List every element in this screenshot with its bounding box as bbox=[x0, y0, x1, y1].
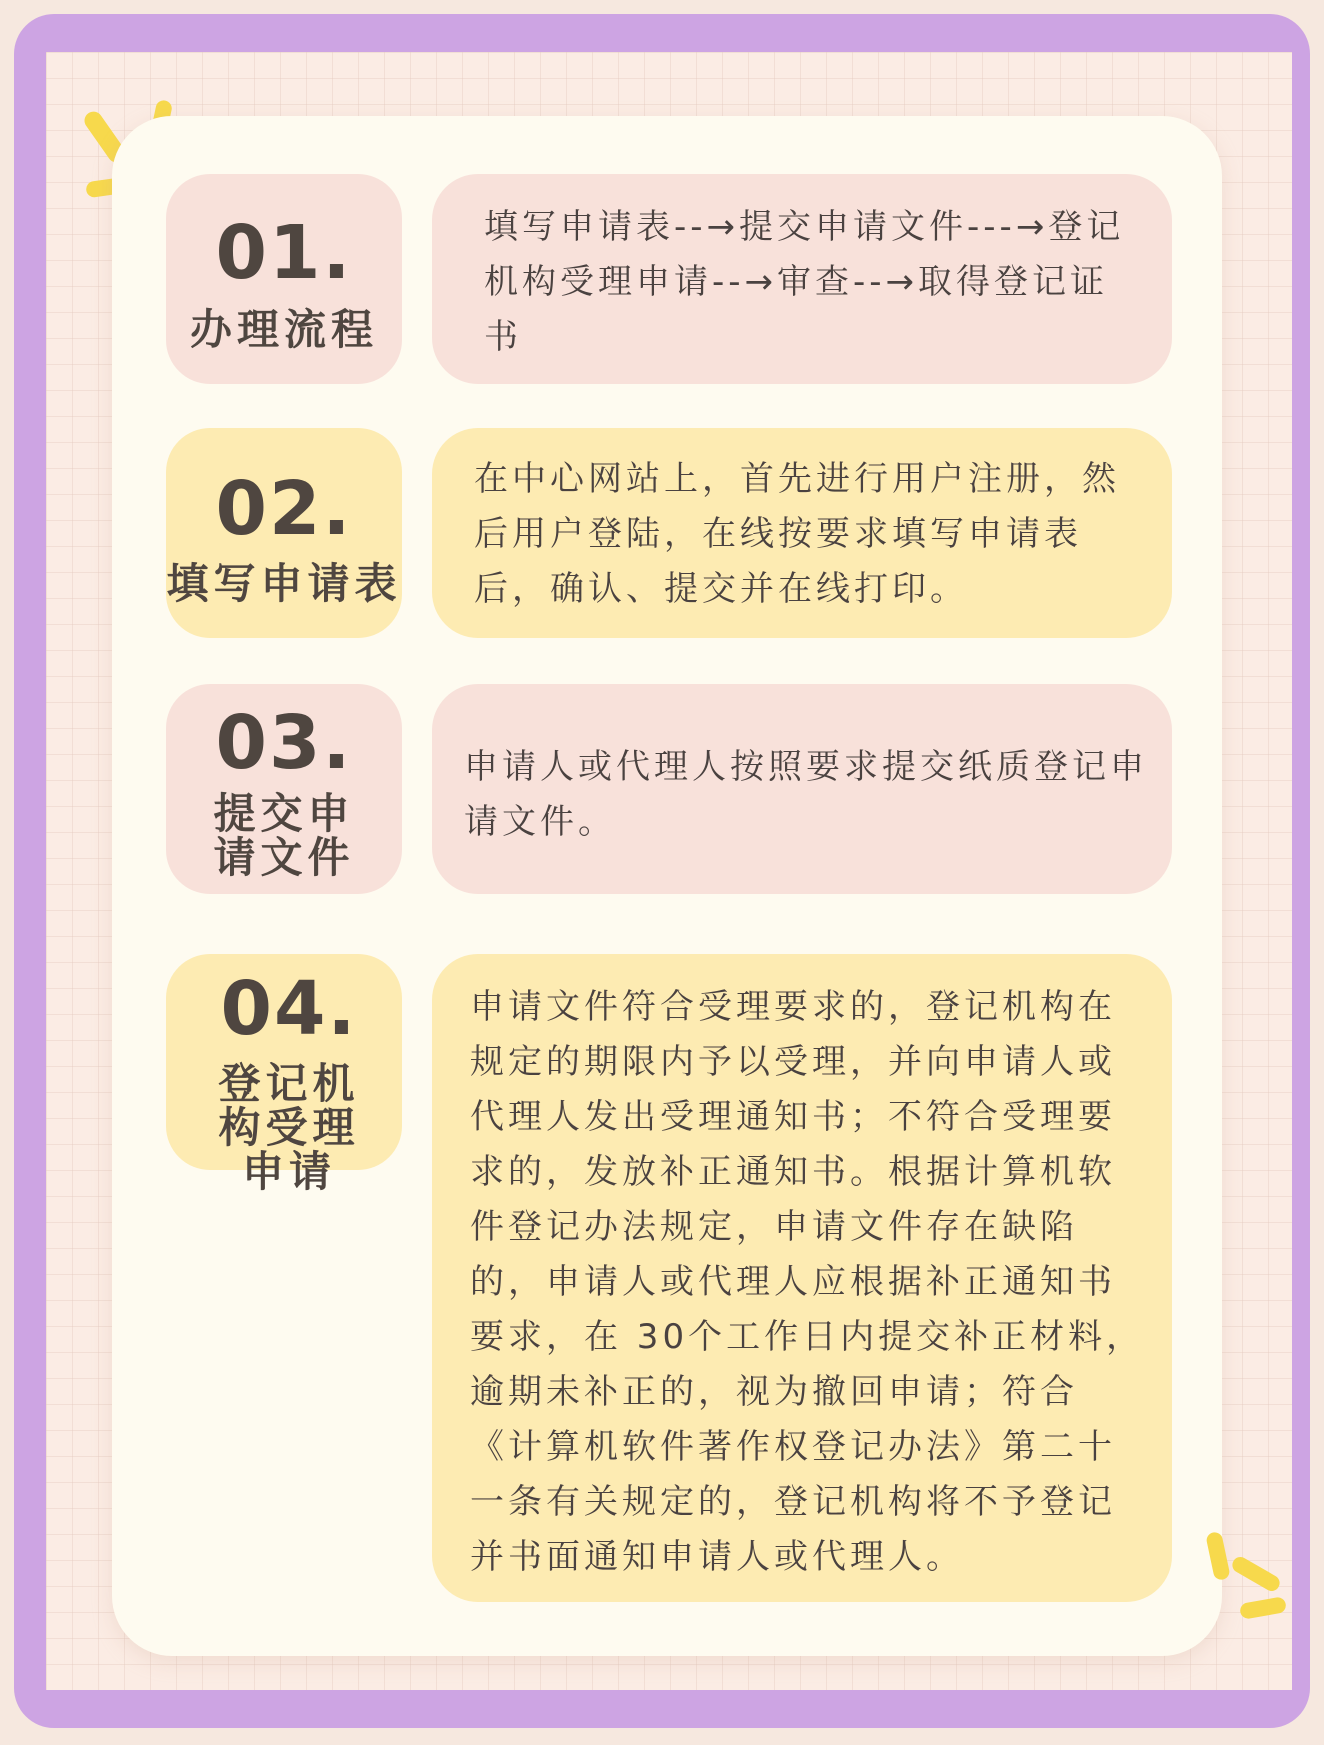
step-3-number: 03. bbox=[215, 700, 353, 786]
step-1-text: 填写申请表--→提交申请文件---→登记机构受理申请--→审查--→取得登记证书 bbox=[432, 174, 1172, 384]
step-2-title: 填写申请表 bbox=[166, 559, 402, 608]
step-1-label bbox=[166, 174, 402, 384]
step-3-title: 提交申请文件 bbox=[213, 789, 355, 883]
step-2-number: 02. bbox=[215, 466, 353, 552]
step-4-text: 申请文件符合受理要求的，登记机构在规定的期限内予以受理，并向申请人或代理人发出受理通知书；不符合受理要求的，发放补正通知书。根据计算机软件登记办法规定，申请文件存在缺陷的，申请人或代理人应根据补正通知书要求，在 30个工作日内提交补正材料，逾期未补正的，视为撤回申请；符合《计算机软件著作权登记办法》第二十一条有关规定的，登记机构将不予登记并书面通知申请人或代理人。 bbox=[432, 954, 1172, 1602]
step-3-text: 申请人或代理人按照要求提交纸质登记申请文件。 bbox=[432, 684, 1172, 894]
step-2-label bbox=[166, 428, 402, 638]
step-4-number: 04. bbox=[220, 966, 358, 1052]
step-1-number: 01. bbox=[215, 210, 353, 296]
step-3-label bbox=[166, 684, 402, 894]
step-2-text: 在中心网站上，首先进行用户注册，然后用户登陆，在线按要求填写申请表后，确认、提交并在线打印。 bbox=[432, 428, 1172, 638]
step-1-title: 办理流程 bbox=[189, 305, 378, 354]
step-4-title: 登记机构受理申请 bbox=[218, 1059, 360, 1197]
step-4-label bbox=[166, 954, 402, 1197]
